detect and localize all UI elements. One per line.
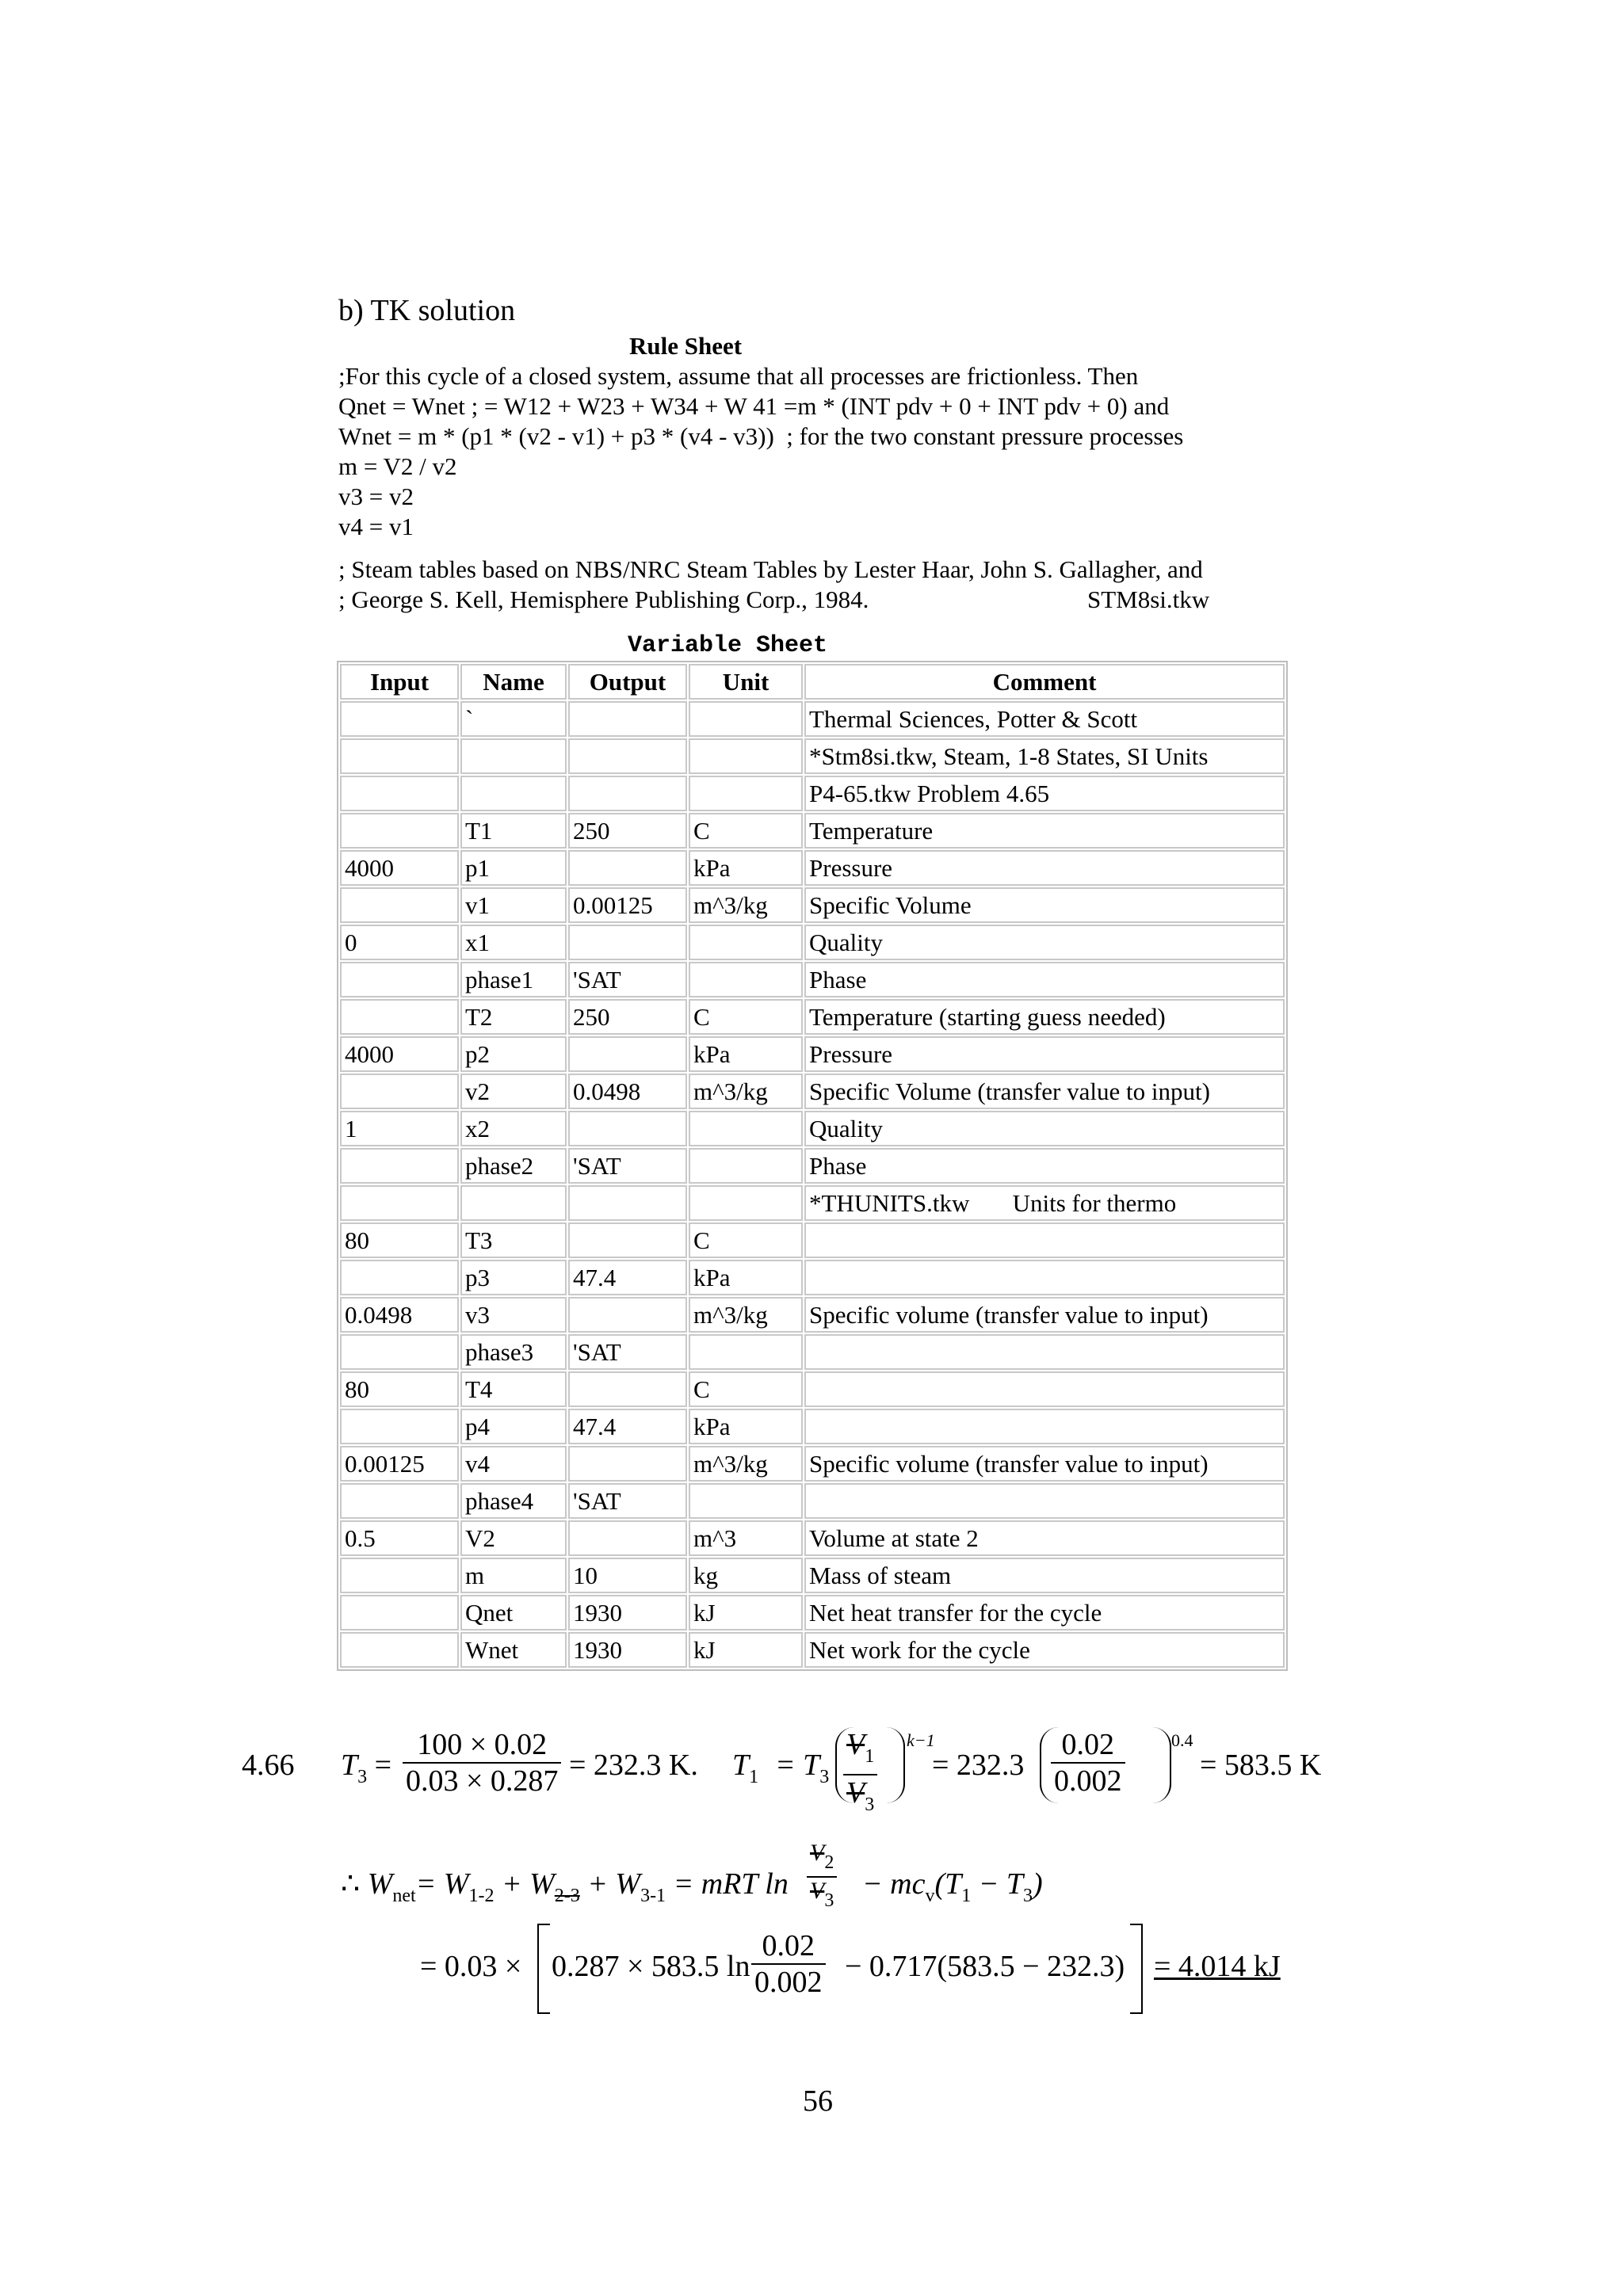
cell-name: p2 xyxy=(460,1036,567,1072)
cell-comment: Quality xyxy=(804,925,1285,960)
eq2-tail: − $mc_v(T_1 - T_3)$ xyxy=(862,1867,1043,1906)
table-row xyxy=(340,1632,1285,1668)
eq3-inner: 0.287 × 583.5 ln xyxy=(552,1950,750,1983)
cell-comment xyxy=(804,1409,1285,1444)
eq3-tail: − 0.717(583.5 − 232.3) xyxy=(845,1950,1125,1983)
cell-name: phase4 xyxy=(460,1483,567,1519)
table-row xyxy=(340,1185,1285,1221)
cell-unit: C xyxy=(689,813,803,849)
cell-input xyxy=(340,1074,459,1109)
cell-output xyxy=(568,1297,687,1333)
cell-output: 250 xyxy=(568,813,687,849)
cell-output xyxy=(568,738,687,774)
variable-sheet-title: Variable Sheet xyxy=(628,632,828,659)
cell-name: Qnet xyxy=(460,1595,567,1630)
table-row xyxy=(340,1371,1285,1407)
cell-unit: C xyxy=(689,1371,803,1407)
table-row xyxy=(340,1334,1285,1370)
cell-name: ` xyxy=(460,701,567,737)
rule-line: Qnet = Wnet ; = W12 + W23 + W34 + W 41 =m * (INT pdv + 0 + INT pdv + 0) and xyxy=(338,392,1170,420)
cell-input xyxy=(340,813,459,849)
cell-comment: *THUNITS.tkw Units for thermo xyxy=(804,1185,1285,1221)
cell-comment xyxy=(804,1222,1285,1258)
cell-name: p4 xyxy=(460,1409,567,1444)
cell-input: 80 xyxy=(340,1222,459,1258)
table-row xyxy=(340,925,1285,960)
cell-name: T4 xyxy=(460,1371,567,1407)
cell-input xyxy=(340,1334,459,1370)
problem-number: 4.66 xyxy=(242,1749,295,1782)
section-heading: b) TK solution xyxy=(338,294,516,327)
cell-input: 1 xyxy=(340,1111,459,1146)
cell-name: phase3 xyxy=(460,1334,567,1370)
cell-name: V2 xyxy=(460,1520,567,1556)
cell-input xyxy=(340,887,459,923)
cell-comment: Pressure xyxy=(804,850,1285,886)
cell-unit xyxy=(689,925,803,960)
cell-comment: Specific Volume xyxy=(804,887,1285,923)
cell-input xyxy=(340,1483,459,1519)
cell-name: v1 xyxy=(460,887,567,923)
table-header-row xyxy=(340,664,1285,700)
cell-comment: P4-65.tkw Problem 4.65 xyxy=(804,776,1285,811)
eq3-lead: = 0.03 × xyxy=(420,1950,522,1983)
cell-unit xyxy=(689,738,803,774)
cell-input xyxy=(340,701,459,737)
table-row xyxy=(340,813,1285,849)
cell-output: 'SAT xyxy=(568,1148,687,1184)
cell-comment: Pressure xyxy=(804,1036,1285,1072)
rule-line: Wnet = m * (p1 * (v2 - v1) + p3 * (v4 - v3)) ; for the two constant pressure processes xyxy=(338,422,1184,450)
cell-comment xyxy=(804,1334,1285,1370)
cell-comment: Quality xyxy=(804,1111,1285,1146)
cell-comment: Phase xyxy=(804,962,1285,997)
cell-input xyxy=(340,1148,459,1184)
cell-unit: C xyxy=(689,999,803,1035)
cell-comment xyxy=(804,1483,1285,1519)
cell-name: m xyxy=(460,1558,567,1593)
cell-comment: Temperature (starting guess needed) xyxy=(804,999,1285,1035)
cell-name: v2 xyxy=(460,1074,567,1109)
variable-sheet-table xyxy=(337,661,1288,1671)
cell-output xyxy=(568,701,687,737)
cell-output: 1930 xyxy=(568,1595,687,1630)
eq3-result: = 4.014 kJ xyxy=(1154,1950,1281,1983)
eq1-exponent: k−1 xyxy=(907,1730,935,1750)
eq1-exponent2: 0.4 xyxy=(1171,1730,1193,1750)
eq2-volume-ratio: $V_2$ $V_3$ xyxy=(807,1840,837,1914)
cell-comment xyxy=(804,1260,1285,1295)
table-row xyxy=(340,999,1285,1035)
cell-output xyxy=(568,1446,687,1482)
cell-output xyxy=(568,1520,687,1556)
table-row xyxy=(340,738,1285,774)
cell-comment: Net heat transfer for the cycle xyxy=(804,1595,1285,1630)
table-row xyxy=(340,1446,1285,1482)
cell-name: v3 xyxy=(460,1297,567,1333)
cell-unit xyxy=(689,1185,803,1221)
cell-input xyxy=(340,1632,459,1668)
cell-input: 4000 xyxy=(340,1036,459,1072)
eq1-result2: = 583.5 K xyxy=(1200,1749,1322,1782)
table-row xyxy=(340,1595,1285,1630)
cell-output xyxy=(568,925,687,960)
rule-sheet-note-file: STM8si.tkw xyxy=(1087,585,1210,613)
cell-input xyxy=(340,1558,459,1593)
cell-output: 0.00125 xyxy=(568,887,687,923)
rule-sheet-note-line1: ; Steam tables based on NBS/NRC Steam Tables by Lester Haar, John S. Gallagher, and xyxy=(338,555,1203,583)
cell-name: v4 xyxy=(460,1446,567,1482)
cell-unit xyxy=(689,1334,803,1370)
cell-input xyxy=(340,1260,459,1295)
rule-line: m = V2 / v2 xyxy=(338,452,457,480)
cell-output xyxy=(568,1185,687,1221)
cell-comment: Volume at state 2 xyxy=(804,1520,1285,1556)
cell-output xyxy=(568,850,687,886)
cell-name: Wnet xyxy=(460,1632,567,1668)
table-row xyxy=(340,1409,1285,1444)
cell-input xyxy=(340,1595,459,1630)
table-row xyxy=(340,1297,1285,1333)
cell-unit xyxy=(689,776,803,811)
cell-name: T3 xyxy=(460,1222,567,1258)
table-row xyxy=(340,1483,1285,1519)
rule-sheet-note-line2: ; George S. Kell, Hemisphere Publishing Corp., 1984. xyxy=(338,585,869,613)
eq1-mid: = 232.3 xyxy=(932,1749,1025,1782)
cell-output: 'SAT xyxy=(568,1334,687,1370)
cell-output xyxy=(568,1036,687,1072)
cell-unit xyxy=(689,1111,803,1146)
cell-output xyxy=(568,1111,687,1146)
header-input: Input xyxy=(340,664,459,700)
cell-input xyxy=(340,1185,459,1221)
cell-unit xyxy=(689,1148,803,1184)
cell-name: T2 xyxy=(460,999,567,1035)
cell-unit: kPa xyxy=(689,850,803,886)
cell-output: 1930 xyxy=(568,1632,687,1668)
eq1-volume-ratio: $V_1$ $V_3$ xyxy=(843,1727,877,1822)
rule-line: v4 = v1 xyxy=(338,513,414,540)
cell-unit: kg xyxy=(689,1558,803,1593)
eq3-fraction: 0.02 0.002 xyxy=(751,1928,826,2000)
cell-unit: m^3/kg xyxy=(689,1446,803,1482)
cell-comment: Phase xyxy=(804,1148,1285,1184)
cell-unit: kJ xyxy=(689,1632,803,1668)
eq1-fraction2: 0.02 0.002 xyxy=(1051,1727,1125,1798)
table-row xyxy=(340,1148,1285,1184)
cell-unit: kJ xyxy=(689,1595,803,1630)
cell-unit: kPa xyxy=(689,1409,803,1444)
cell-input xyxy=(340,776,459,811)
cell-unit xyxy=(689,1483,803,1519)
cell-output xyxy=(568,1371,687,1407)
table-row xyxy=(340,1111,1285,1146)
cell-comment: Specific Volume (transfer value to input) xyxy=(804,1074,1285,1109)
header-comment: Comment xyxy=(804,664,1285,700)
cell-output: 'SAT xyxy=(568,962,687,997)
cell-unit: m^3/kg xyxy=(689,887,803,923)
cell-unit: kPa xyxy=(689,1260,803,1295)
cell-name: p1 xyxy=(460,850,567,886)
table-row xyxy=(340,1036,1285,1072)
cell-input: 0 xyxy=(340,925,459,960)
cell-unit: m^3 xyxy=(689,1520,803,1556)
cell-output: 47.4 xyxy=(568,1260,687,1295)
cell-name xyxy=(460,738,567,774)
cell-unit: C xyxy=(689,1222,803,1258)
cell-name: p3 xyxy=(460,1260,567,1295)
cell-input xyxy=(340,962,459,997)
table-row xyxy=(340,1074,1285,1109)
cell-output: 250 xyxy=(568,999,687,1035)
rule-line: ;For this cycle of a closed system, assume that all processes are frictionless. Then xyxy=(338,362,1139,390)
cell-unit xyxy=(689,701,803,737)
cell-name: x1 xyxy=(460,925,567,960)
cell-output: 47.4 xyxy=(568,1409,687,1444)
cell-output xyxy=(568,1222,687,1258)
cell-input: 80 xyxy=(340,1371,459,1407)
table-row xyxy=(340,1260,1285,1295)
cell-input: 4000 xyxy=(340,850,459,886)
cell-comment: Specific volume (transfer value to input) xyxy=(804,1446,1285,1482)
cell-input: 0.0498 xyxy=(340,1297,459,1333)
cell-name xyxy=(460,1185,567,1221)
page-number: 56 xyxy=(803,2084,833,2118)
cell-unit: m^3/kg xyxy=(689,1297,803,1333)
cell-comment: Net work for the cycle xyxy=(804,1632,1285,1668)
cell-input xyxy=(340,1409,459,1444)
cell-input xyxy=(340,999,459,1035)
cell-name: phase2 xyxy=(460,1148,567,1184)
eq1-fraction: 100 × 0.02 0.03 × 0.287 xyxy=(403,1727,561,1798)
table-row xyxy=(340,776,1285,811)
rule-sheet-lines xyxy=(338,361,1183,542)
cell-output xyxy=(568,776,687,811)
rule-sheet-title: Rule Sheet xyxy=(629,332,743,360)
table-row xyxy=(340,1558,1285,1593)
header-name: Name xyxy=(460,664,567,700)
cell-name: phase1 xyxy=(460,962,567,997)
table-row xyxy=(340,962,1285,997)
cell-unit: m^3/kg xyxy=(689,1074,803,1109)
cell-comment: Specific volume (transfer value to input) xyxy=(804,1297,1285,1333)
header-output: Output xyxy=(568,664,687,700)
table-row xyxy=(340,701,1285,737)
header-unit: Unit xyxy=(689,664,803,700)
eq1-result: = 232.3 K. xyxy=(569,1749,698,1782)
eq1-t3: = $T_3$ xyxy=(775,1749,830,1787)
cell-output: 10 xyxy=(568,1558,687,1593)
cell-name: T1 xyxy=(460,813,567,849)
cell-output: 'SAT xyxy=(568,1483,687,1519)
cell-output: 0.0498 xyxy=(568,1074,687,1109)
eq1-lhs: $T_3$ = xyxy=(341,1749,392,1787)
table-row xyxy=(340,850,1285,886)
cell-unit: kPa xyxy=(689,1036,803,1072)
table-row xyxy=(340,1520,1285,1556)
cell-comment: *Stm8si.tkw, Steam, 1-8 States, SI Units xyxy=(804,738,1285,774)
cell-unit xyxy=(689,962,803,997)
cell-input: 0.5 xyxy=(340,1520,459,1556)
cell-comment: Thermal Sciences, Potter & Scott xyxy=(804,701,1285,737)
table-row xyxy=(340,887,1285,923)
cell-comment xyxy=(804,1371,1285,1407)
cell-name: x2 xyxy=(460,1111,567,1146)
rule-line: v3 = v2 xyxy=(338,482,414,510)
cell-comment: Temperature xyxy=(804,813,1285,849)
cell-comment: Mass of steam xyxy=(804,1558,1285,1593)
cell-input: 0.00125 xyxy=(340,1446,459,1482)
cell-input xyxy=(340,738,459,774)
eq1-t1: $T_1$ xyxy=(732,1749,759,1787)
eq2-work-net: ∴ $W_{net}= W_{1-2} + W_{2-3} + W_{3-1}$ = mRT ln xyxy=(341,1867,789,1906)
table-row xyxy=(340,1222,1285,1258)
cell-name xyxy=(460,776,567,811)
